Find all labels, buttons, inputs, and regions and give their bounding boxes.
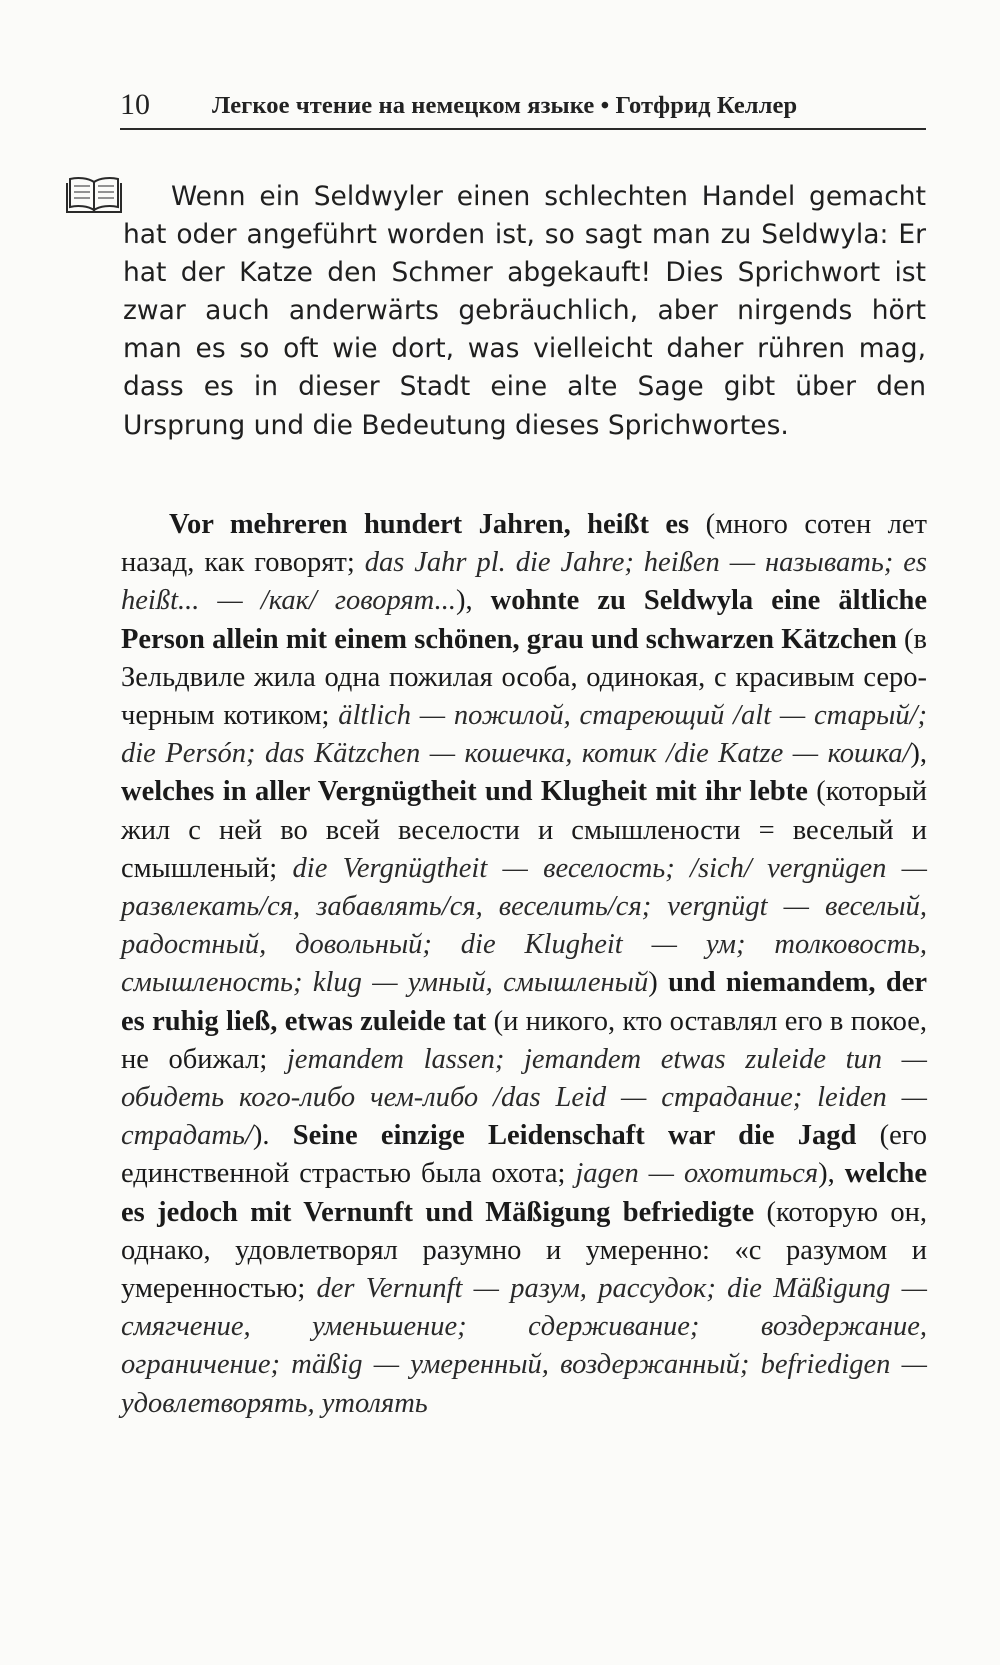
vocabulary-note: jagen — охотиться: [575, 1158, 819, 1190]
russian-translation: ): [648, 967, 669, 999]
russian-translation: (которую он, однако, удовлетворял разумно и умеренно: «с разумом и умеренностью;: [121, 1196, 928, 1305]
original-text-paragraph: Wenn ein Seldwyler einen schlechten Handel gemacht hat oder angeführt worden ist, so sagt man zu Seldwyla: Er hat der Katze den Schmer abgekauft! Dies Sprichwort ist zwar auch anderwärts gebräuchlich, aber nirgends hört man es so oft wie dort, was vielleicht daher rühren mag, dass es in dieser Stadt eine alte Sage gibt über den Ursprung und die Bedeutung dieses Sprichwortes.: [123, 181, 926, 441]
vocabulary-note: die Vergnügtheit — веселость; /sich/ vergnügen — развлекать/ся, забавлять/ся, веселить/ся; vergnügt — веселый, радостный, довольный; die Klugheit — ум; толковость, смышленость; klug — умный, смышленый: [121, 852, 927, 999]
german-phrase: Vor mehreren hundert Jahren, heißt es: [169, 509, 690, 540]
german-phrase: welches in aller Vergnügtheit und Klugheit mit ihr lebte: [121, 776, 808, 808]
russian-translation: ).: [252, 1120, 293, 1152]
running-header: [120, 78, 926, 130]
russian-translation: ),: [455, 585, 491, 617]
running-title: Легкое чтение на немецком языке • Готфрид Келлер: [212, 92, 798, 119]
annotated-text-paragraph: [121, 506, 927, 1423]
russian-translation: ),: [818, 1158, 845, 1190]
russian-translation: (и никого, кто оставлял его в покое, не обижал;: [121, 1005, 927, 1075]
vocabulary-note: der Vernunft — разум, рассудок; die Mäßigung — смягчение, уменьшение; сдерживание; воздержание, ограничение; mäßig — умеренный, воздержанный; befriedigen — удовлетворять, утолять: [121, 1273, 927, 1419]
german-phrase: und niemandem, der es ruhig ließ, etwas zuleide tat: [121, 967, 928, 1037]
open-book-icon: [64, 174, 124, 214]
russian-translation: (который жил с ней во всей веселости и смышлености = веселый и смышленый;: [121, 776, 928, 884]
russian-translation: (в Зельдвиле жила одна пожилая особа, одинокая, с красивым серо-черным котиком;: [121, 623, 928, 732]
german-phrase: welche es jedoch mit Vernunft und Mäßigung befriedigte: [121, 1158, 927, 1228]
russian-translation: (его единственной страстью была охота;: [121, 1120, 927, 1190]
page-number: 10: [120, 88, 150, 121]
vocabulary-note: ältlich — пожилой, стареющий /alt — старый/; die Persón; das Kätzchen — кошечка, котик /die Katze — кошка/: [121, 700, 927, 770]
german-phrase: wohnte zu Seldwyla eine ältliche Person allein mit einem schönen, grau und schwarzen Kätzchen: [121, 585, 927, 655]
russian-translation: (много сотен лет назад, как говорят;: [121, 509, 927, 579]
vocabulary-note: jemandem lassen; jemandem etwas zuleide tun — обидеть кого-либо чем-либо /das Leid — страдание; leiden — страдать/: [121, 1043, 927, 1152]
vocabulary-note: das Jahr pl. die Jahre; heißen — называть; es heißt... — /как/ говорят...: [121, 547, 928, 617]
russian-translation: ),: [910, 738, 927, 770]
german-phrase: Seine einzige Leidenschaft war die Jagd: [292, 1120, 857, 1152]
